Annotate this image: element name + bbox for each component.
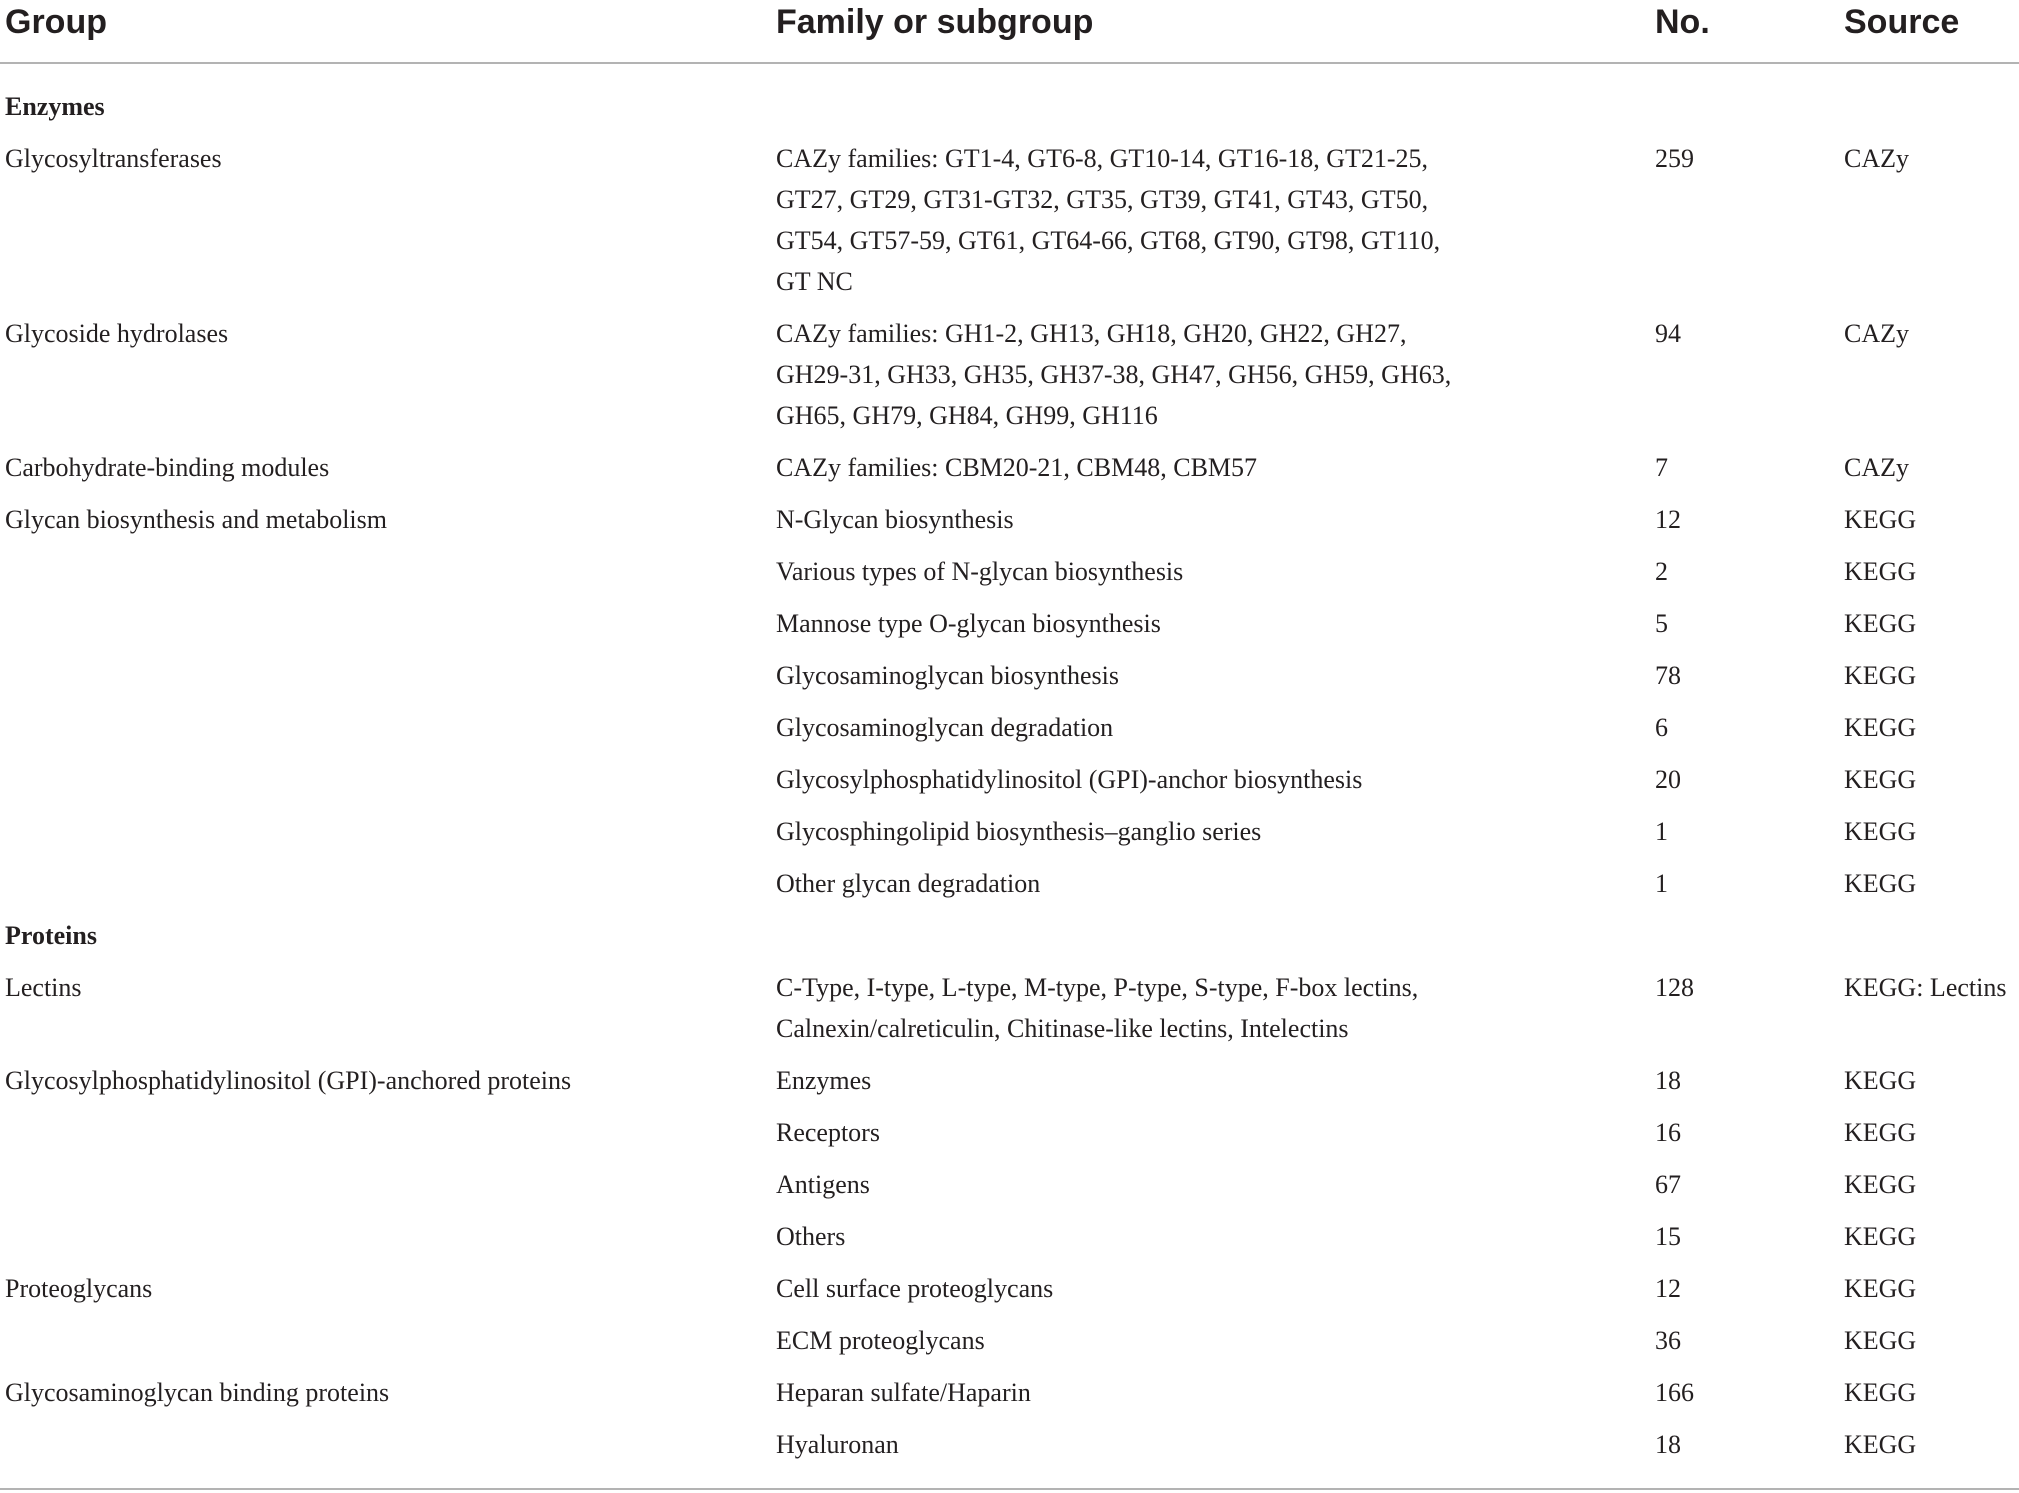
family-cell: [776, 1216, 1546, 1257]
table-body: [0, 86, 2019, 1476]
header-family: Family or subgroup: [776, 3, 1094, 41]
header-group: Group: [5, 3, 107, 41]
family-line: GT NC: [776, 267, 853, 296]
source-cell: KEGG: [1844, 1274, 1917, 1303]
table-row: [0, 1164, 2019, 1205]
family-cell: [776, 811, 1546, 852]
family-cell: [776, 863, 1546, 904]
group-cell: Glycosylphosphatidylinositol (GPI)-anchored proteins: [5, 1066, 572, 1095]
count-cell: 5: [1655, 609, 1668, 638]
family-line: CAZy families: GH1-2, GH13, GH18, GH20, GH22, GH27,: [776, 319, 1407, 348]
family-line: GT54, GT57-59, GT61, GT64-66, GT68, GT90, GT98, GT110,: [776, 226, 1441, 255]
header-divider: [0, 62, 2019, 64]
source-cell: KEGG: [1844, 765, 1917, 794]
source-cell: KEGG: [1844, 661, 1917, 690]
source-cell: KEGG: [1844, 1222, 1917, 1251]
table-row: [0, 313, 2019, 436]
source-cell: KEGG: [1844, 1118, 1917, 1147]
family-line: Receptors: [776, 1118, 880, 1147]
source-cell: KEGG: [1844, 1170, 1917, 1199]
table-row: [0, 1060, 2019, 1101]
family-line: Hyaluronan: [776, 1430, 899, 1459]
group-cell: Glycosyltransferases: [5, 144, 222, 173]
family-cell: [776, 967, 1546, 1049]
family-cell: [776, 707, 1546, 748]
family-cell: [776, 1164, 1546, 1205]
count-cell: 36: [1655, 1326, 1681, 1355]
source-cell: CAZy: [1844, 453, 1909, 482]
group-cell: Glycosaminoglycan binding proteins: [5, 1378, 390, 1407]
family-line: ECM proteoglycans: [776, 1326, 985, 1355]
count-cell: 18: [1655, 1066, 1681, 1095]
source-cell: KEGG: [1844, 609, 1917, 638]
source-cell: CAZy: [1844, 319, 1909, 348]
family-cell: [776, 1320, 1546, 1361]
family-cell: [776, 1112, 1546, 1153]
source-cell: KEGG: Lectins: [1844, 973, 2007, 1002]
family-cell: [776, 1268, 1546, 1309]
count-cell: 15: [1655, 1222, 1681, 1251]
count-cell: 128: [1655, 973, 1694, 1002]
source-cell: KEGG: [1844, 1430, 1917, 1459]
table-row: [0, 1372, 2019, 1413]
table-row: [0, 551, 2019, 592]
count-cell: 20: [1655, 765, 1681, 794]
table-row: [0, 759, 2019, 800]
table-row: [0, 1268, 2019, 1309]
count-cell: 2: [1655, 557, 1668, 586]
family-line: GH65, GH79, GH84, GH99, GH116: [776, 401, 1158, 430]
header-no: No.: [1655, 3, 1710, 41]
family-line: CAZy families: CBM20-21, CBM48, CBM57: [776, 453, 1258, 482]
count-cell: 12: [1655, 505, 1681, 534]
family-line: Glycosylphosphatidylinositol (GPI)-anchor biosynthesis: [776, 765, 1363, 794]
count-cell: 12: [1655, 1274, 1681, 1303]
family-cell: [776, 603, 1546, 644]
family-line: CAZy families: GT1-4, GT6-8, GT10-14, GT16-18, GT21-25,: [776, 144, 1429, 173]
count-cell: 1: [1655, 869, 1668, 898]
family-cell: [776, 313, 1546, 436]
family-cell: [776, 759, 1546, 800]
source-cell: KEGG: [1844, 713, 1917, 742]
section-label: Proteins: [5, 921, 97, 950]
family-line: Glycosaminoglycan degradation: [776, 713, 1114, 742]
count-cell: 166: [1655, 1378, 1694, 1407]
source-cell: KEGG: [1844, 1326, 1917, 1355]
group-cell: Glycoside hydrolases: [5, 319, 229, 348]
source-cell: CAZy: [1844, 144, 1909, 173]
family-cell: [776, 551, 1546, 592]
table-bottom-divider: [0, 1488, 2019, 1490]
family-line: N-Glycan biosynthesis: [776, 505, 1014, 534]
table-row: [0, 1320, 2019, 1361]
table-row: [0, 603, 2019, 644]
family-line: Mannose type O-glycan biosynthesis: [776, 609, 1161, 638]
table-row: [0, 1216, 2019, 1257]
header-source: Source: [1844, 3, 1960, 41]
family-line: Other glycan degradation: [776, 869, 1041, 898]
family-line: Various types of N-glycan biosynthesis: [776, 557, 1184, 586]
count-cell: 94: [1655, 319, 1681, 348]
group-cell: Proteoglycans: [5, 1274, 153, 1303]
count-cell: 18: [1655, 1430, 1681, 1459]
family-line: C-Type, I-type, L-type, M-type, P-type, S-type, F-box lectins,: [776, 973, 1419, 1002]
table-row: [0, 863, 2019, 904]
section-row: [0, 915, 2019, 957]
count-cell: 6: [1655, 713, 1668, 742]
family-cell: [776, 1372, 1546, 1413]
group-cell: Carbohydrate-binding modules: [5, 453, 330, 482]
family-line: Antigens: [776, 1170, 870, 1199]
family-line: Heparan sulfate/Haparin: [776, 1378, 1031, 1407]
source-cell: KEGG: [1844, 817, 1917, 846]
table-row: [0, 967, 2019, 1049]
count-cell: 1: [1655, 817, 1668, 846]
source-cell: KEGG: [1844, 505, 1917, 534]
family-line: GT27, GT29, GT31-GT32, GT35, GT39, GT41, GT43, GT50,: [776, 185, 1429, 214]
family-line: Glycosphingolipid biosynthesis–ganglio series: [776, 817, 1262, 846]
family-cell: [776, 1060, 1546, 1101]
family-line: Glycosaminoglycan biosynthesis: [776, 661, 1120, 690]
family-line: Cell surface proteoglycans: [776, 1274, 1054, 1303]
family-cell: [776, 447, 1546, 488]
family-line: Enzymes: [776, 1066, 872, 1095]
group-cell: Glycan biosynthesis and metabolism: [5, 505, 388, 534]
table-row: [0, 1112, 2019, 1153]
count-cell: 7: [1655, 453, 1668, 482]
family-cell: [776, 499, 1546, 540]
family-cell: [776, 655, 1546, 696]
table-row: [0, 499, 2019, 540]
table-row: [0, 1424, 2019, 1465]
table-row: [0, 655, 2019, 696]
section-label: Enzymes: [5, 92, 105, 121]
table-row: [0, 447, 2019, 488]
section-row: [0, 86, 2019, 128]
count-cell: 259: [1655, 144, 1694, 173]
family-line: GH29-31, GH33, GH35, GH37-38, GH47, GH56, GH59, GH63,: [776, 360, 1452, 389]
count-cell: 67: [1655, 1170, 1681, 1199]
count-cell: 78: [1655, 661, 1681, 690]
source-cell: KEGG: [1844, 1378, 1917, 1407]
table-row: [0, 707, 2019, 748]
table-header: [0, 0, 2019, 64]
source-cell: KEGG: [1844, 869, 1917, 898]
family-cell: [776, 1424, 1546, 1465]
table-row: [0, 811, 2019, 852]
group-cell: Lectins: [5, 973, 82, 1002]
table-row: [0, 138, 2019, 302]
family-line: Calnexin/calreticulin, Chitinase-like lectins, Intelectins: [776, 1014, 1349, 1043]
source-cell: KEGG: [1844, 1066, 1917, 1095]
family-cell: [776, 138, 1546, 302]
source-cell: KEGG: [1844, 557, 1917, 586]
count-cell: 16: [1655, 1118, 1681, 1147]
family-line: Others: [776, 1222, 846, 1251]
